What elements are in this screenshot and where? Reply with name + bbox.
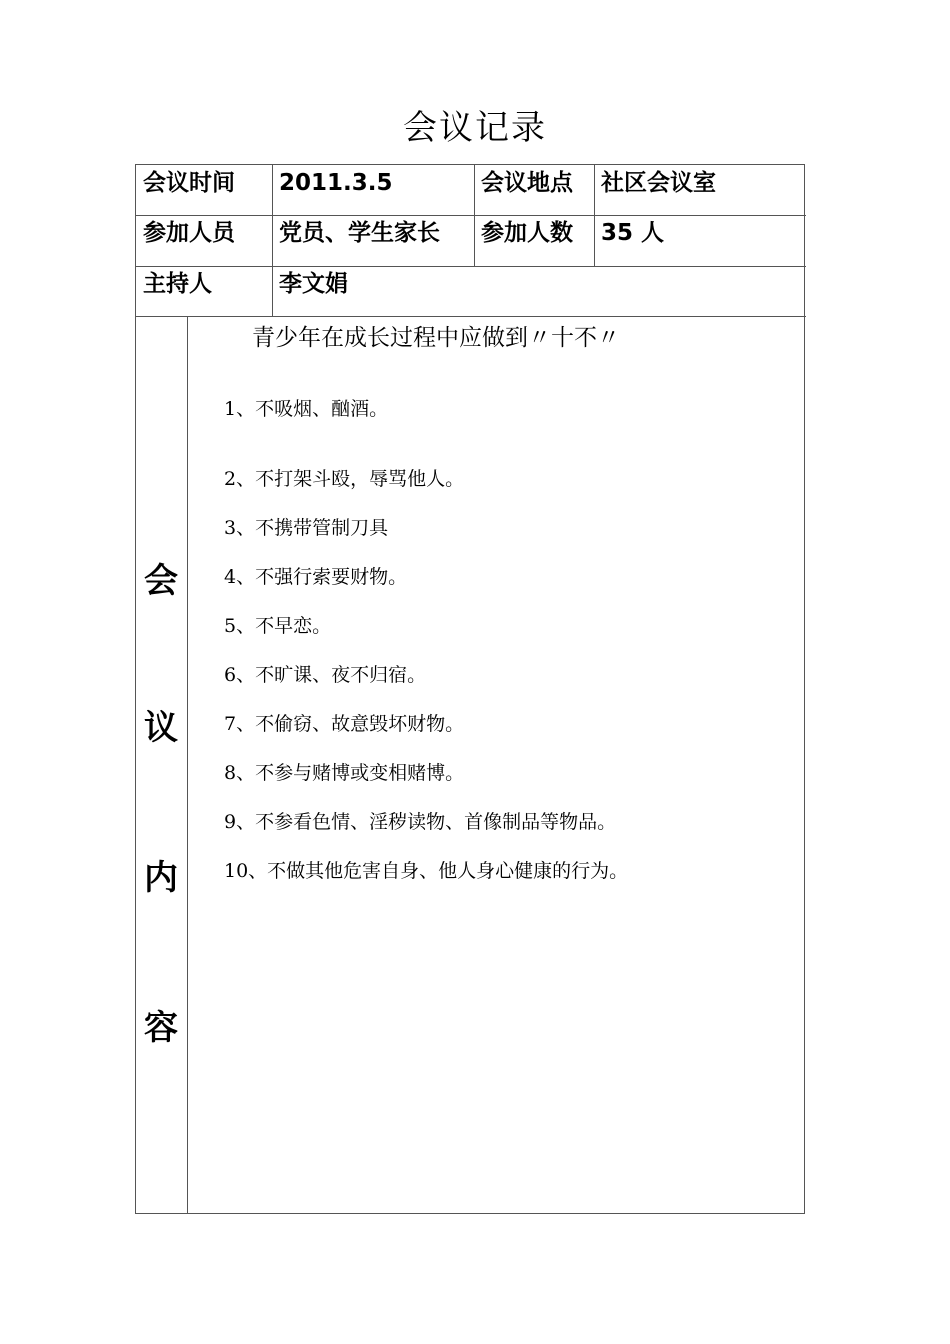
attendees-value: 党员、学生家长 [279, 220, 440, 246]
count-label: 参加人数 [481, 220, 573, 246]
row-divider [136, 316, 806, 317]
host-label: 主持人 [143, 271, 212, 297]
time-label: 会议时间 [143, 170, 235, 196]
list-item: 8、不参与赌博或变相赌博。 [224, 762, 465, 784]
list-item: 4、不强行索要财物。 [224, 566, 408, 588]
place-value: 社区会议室 [601, 170, 716, 196]
content-label-char: 议 [144, 708, 178, 748]
content-label-char: 容 [144, 1008, 178, 1048]
content-label-char: 会 [144, 561, 178, 601]
meeting-record-table [135, 164, 805, 1214]
list-item: 3、不携带管制刀具 [224, 517, 389, 539]
place-label: 会议地点 [481, 170, 573, 196]
content-heading: 青少年在成长过程中应做到〃十不〃 [252, 325, 620, 351]
row-divider [136, 266, 806, 267]
list-item: 10、不做其他危害自身、他人身心健康的行为。 [224, 860, 629, 882]
content-label-char: 内 [144, 858, 178, 898]
list-item: 5、不早恋。 [224, 615, 332, 637]
page-title: 会议记录 [403, 108, 547, 148]
list-item: 9、不参看色情、淫秽读物、首像制品等物品。 [224, 811, 617, 833]
host-value: 李文娟 [279, 271, 348, 297]
count-value: 35 人 [601, 220, 665, 246]
col-divider [187, 316, 188, 1214]
list-item: 7、不偷窃、故意毁坏财物。 [224, 713, 465, 735]
list-item: 6、不旷课、夜不归宿。 [224, 664, 427, 686]
time-value: 2011.3.5 [279, 170, 393, 196]
attendees-label: 参加人员 [143, 220, 235, 246]
list-item: 2、不打架斗殴，辱骂他人。 [224, 468, 465, 490]
list-item: 1、不吸烟、酗酒。 [224, 398, 389, 420]
